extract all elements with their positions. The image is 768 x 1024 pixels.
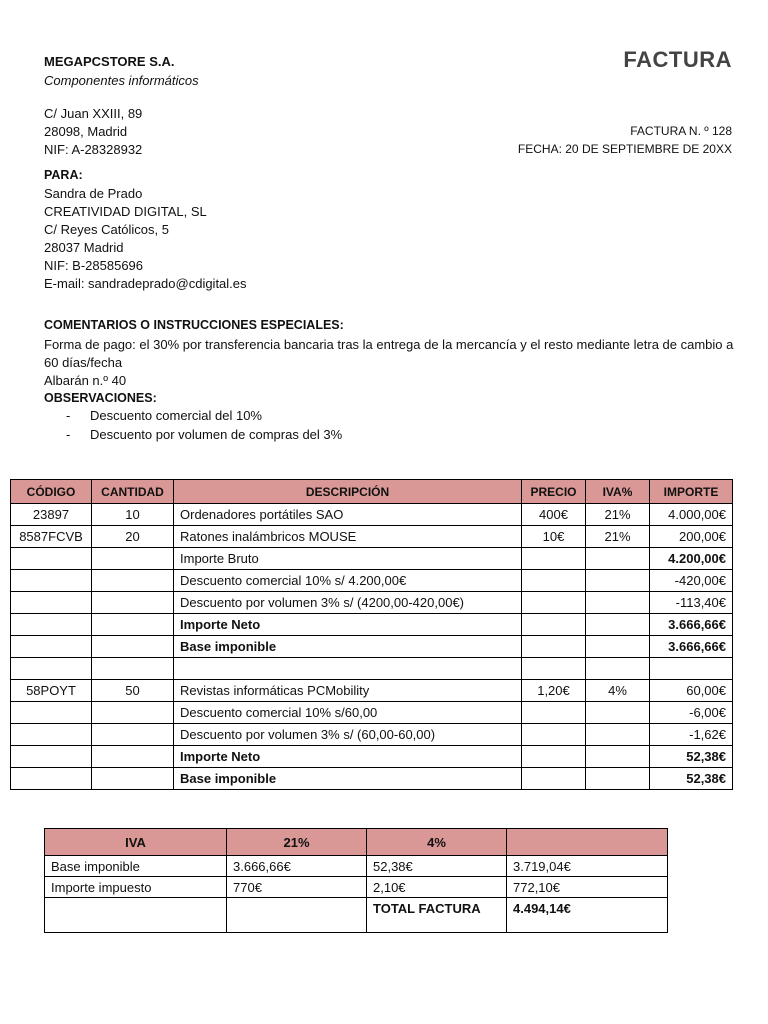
item-amount [650, 658, 733, 680]
table-row [11, 702, 733, 724]
item-description: Importe Bruto [174, 548, 522, 570]
table-row [11, 526, 733, 548]
item-description: Revistas informáticas PCMobility [174, 680, 522, 702]
table-row [11, 570, 733, 592]
table-row [11, 614, 733, 636]
item-code [11, 768, 92, 790]
item-description: Descuento por volumen 3% s/ (60,00-60,00) [174, 724, 522, 746]
item-code [11, 702, 92, 724]
client-city: 28037 Madrid [44, 240, 124, 255]
tax-row-total [45, 898, 668, 933]
item-code [11, 724, 92, 746]
tax-row-base [45, 856, 668, 877]
item-quantity [92, 746, 174, 768]
item-amount: 3.666,66€ [650, 636, 733, 658]
tax-cell: Base imponible [45, 856, 227, 877]
client-email: E-mail: sandradeprado@cdigital.es [44, 276, 247, 291]
item-quantity [92, 724, 174, 746]
tax-cell: Importe impuesto [45, 877, 227, 898]
item-iva [586, 724, 650, 746]
item-quantity [92, 768, 174, 790]
item-code [11, 592, 92, 614]
item-amount: -420,00€ [650, 570, 733, 592]
item-code [11, 746, 92, 768]
tax-header-iva: IVA [45, 829, 227, 856]
observations-heading: OBSERVACIONES: [44, 391, 157, 405]
tax-cell: 3.666,66€ [227, 856, 367, 877]
items-table-header [11, 480, 733, 504]
tax-cell: 3.719,04€ [507, 856, 668, 877]
tax-header-21: 21% [227, 829, 367, 856]
company-tagline: Componentes informáticos [44, 73, 199, 88]
tax-header-4: 4% [367, 829, 507, 856]
company-address-line2: 28098, Madrid [44, 124, 128, 139]
item-amount: -6,00€ [650, 702, 733, 724]
company-name: MEGAPCSTORE S.A. [44, 54, 175, 69]
item-quantity: 20 [92, 526, 174, 548]
tax-cell: 770€ [227, 877, 367, 898]
table-row [11, 746, 733, 768]
item-iva: 4% [586, 680, 650, 702]
document-title: FACTURA [623, 47, 732, 72]
item-quantity: 10 [92, 504, 174, 526]
item-iva [586, 768, 650, 790]
table-row [11, 548, 733, 570]
item-quantity [92, 702, 174, 724]
item-iva [586, 746, 650, 768]
item-price [522, 614, 586, 636]
item-description: Base imponible [174, 768, 522, 790]
item-amount: 52,38€ [650, 746, 733, 768]
item-iva [586, 548, 650, 570]
item-amount: -1,62€ [650, 724, 733, 746]
header-descripcion: DESCRIPCIÓN [174, 480, 522, 504]
albaran-number: Albarán n.º 40 [44, 373, 127, 388]
item-quantity: 50 [92, 680, 174, 702]
payment-terms: Forma de pago: el 30% por transferencia bancaria tras la entrega de la mercancía y el resto mediante letra de cambio a 60 días/fecha [44, 337, 734, 370]
item-price: 1,20€ [522, 680, 586, 702]
tax-row-impuesto [45, 877, 668, 898]
tax-table-header [45, 829, 668, 856]
company-nif: NIF: A-28328932 [44, 142, 143, 157]
item-amount: 4.200,00€ [650, 548, 733, 570]
item-code [11, 636, 92, 658]
table-row [11, 504, 733, 526]
tax-cell: 52,38€ [367, 856, 507, 877]
bullet-dash: - [66, 408, 71, 423]
item-price [522, 702, 586, 724]
item-quantity [92, 658, 174, 680]
item-code [11, 658, 92, 680]
tax-summary-table [44, 828, 668, 933]
total-factura-label: TOTAL FACTURA [367, 898, 507, 933]
header-codigo: CÓDIGO [11, 480, 92, 504]
item-price [522, 724, 586, 746]
item-description: Importe Neto [174, 746, 522, 768]
item-amount: 200,00€ [650, 526, 733, 548]
item-iva [586, 592, 650, 614]
item-price [522, 746, 586, 768]
item-price [522, 636, 586, 658]
observation-text: Descuento comercial del 10% [90, 408, 262, 423]
item-price [522, 658, 586, 680]
item-description: Ratones inalámbricos MOUSE [174, 526, 522, 548]
table-row [11, 724, 733, 746]
item-quantity [92, 614, 174, 636]
item-code: 58POYT [11, 680, 92, 702]
table-row [11, 768, 733, 790]
table-row [11, 636, 733, 658]
items-table [10, 479, 733, 790]
item-price [522, 592, 586, 614]
item-price [522, 548, 586, 570]
item-amount: 60,00€ [650, 680, 733, 702]
tax-cell: 772,10€ [507, 877, 668, 898]
item-code [11, 614, 92, 636]
item-price [522, 570, 586, 592]
item-description: Descuento por volumen 3% s/ (4200,00-420,00€) [174, 592, 522, 614]
item-iva [586, 614, 650, 636]
item-description [174, 658, 522, 680]
table-row [11, 592, 733, 614]
table-row [11, 680, 733, 702]
header-importe: IMPORTE [650, 480, 733, 504]
item-code: 8587FCVB [11, 526, 92, 548]
item-iva: 21% [586, 526, 650, 548]
tax-header-total [507, 829, 668, 856]
item-quantity [92, 592, 174, 614]
item-code: 23897 [11, 504, 92, 526]
client-address: C/ Reyes Católicos, 5 [44, 222, 169, 237]
item-amount: -113,40€ [650, 592, 733, 614]
item-code [11, 570, 92, 592]
total-factura-value: 4.494,14€ [507, 898, 668, 933]
item-description: Ordenadores portátiles SAO [174, 504, 522, 526]
tax-cell: 2,10€ [367, 877, 507, 898]
header-cantidad: CANTIDAD [92, 480, 174, 504]
item-amount: 4.000,00€ [650, 504, 733, 526]
item-iva [586, 658, 650, 680]
item-price: 400€ [522, 504, 586, 526]
item-iva [586, 570, 650, 592]
observation-item [66, 427, 342, 442]
bullet-dash: - [66, 427, 71, 442]
item-price [522, 768, 586, 790]
item-price: 10€ [522, 526, 586, 548]
observation-text: Descuento por volumen de compras del 3% [90, 427, 343, 442]
item-description: Base imponible [174, 636, 522, 658]
item-amount: 3.666,66€ [650, 614, 733, 636]
item-iva [586, 636, 650, 658]
item-quantity [92, 636, 174, 658]
item-iva: 21% [586, 504, 650, 526]
item-iva [586, 702, 650, 724]
comments-heading: COMENTARIOS O INSTRUCCIONES ESPECIALES: [44, 318, 344, 332]
company-address-line1: C/ Juan XXIII, 89 [44, 106, 143, 121]
item-code [11, 548, 92, 570]
invoice-number: FACTURA N. º 128 [630, 124, 732, 138]
header-iva: IVA% [586, 480, 650, 504]
item-amount: 52,38€ [650, 768, 733, 790]
observation-item [66, 408, 262, 423]
header-precio: PRECIO [522, 480, 586, 504]
client-nif: NIF: B-28585696 [44, 258, 144, 273]
item-description: Descuento comercial 10% s/ 4.200,00€ [174, 570, 522, 592]
item-description: Descuento comercial 10% s/60,00 [174, 702, 522, 724]
client-heading: PARA: [44, 168, 83, 182]
item-description: Importe Neto [174, 614, 522, 636]
tax-cell [45, 898, 227, 933]
item-quantity [92, 570, 174, 592]
client-name: Sandra de Prado [44, 186, 143, 201]
client-company: CREATIVIDAD DIGITAL, SL [44, 204, 207, 219]
tax-cell [227, 898, 367, 933]
table-row [11, 658, 733, 680]
invoice-date: FECHA: 20 DE SEPTIEMBRE DE 20XX [517, 142, 732, 156]
item-quantity [92, 548, 174, 570]
